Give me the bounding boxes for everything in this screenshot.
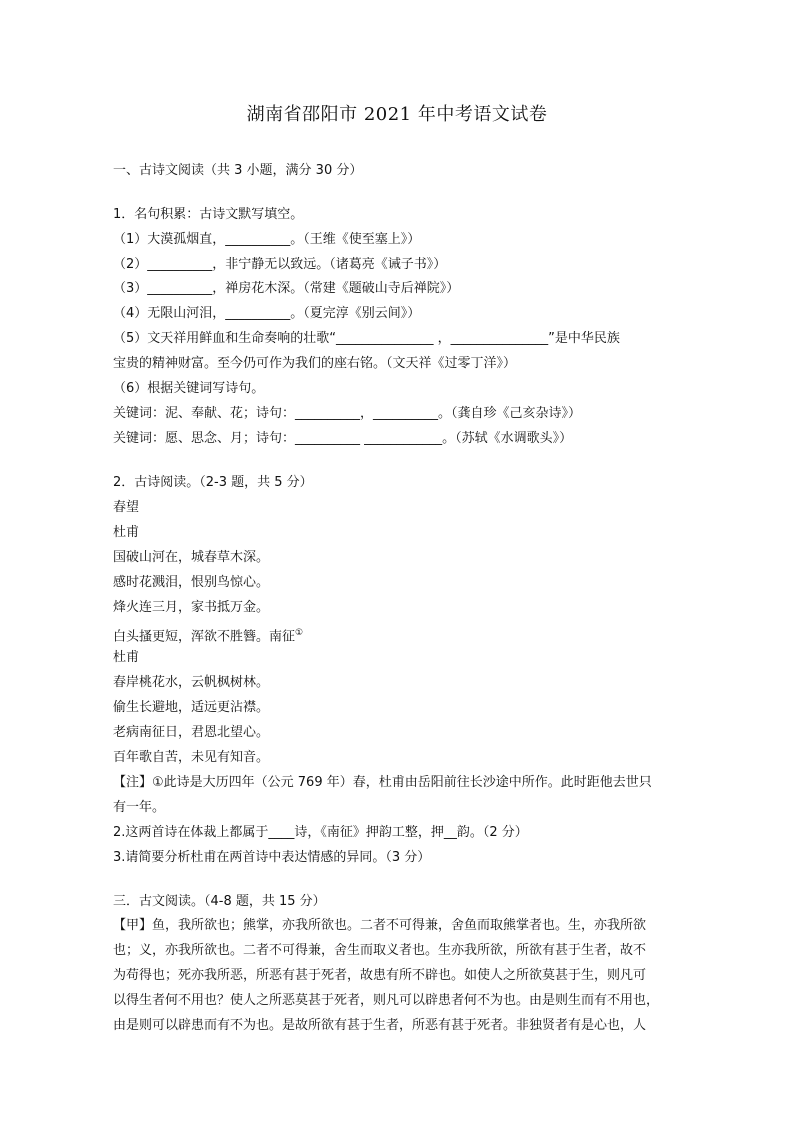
annotation-line: 【注】①此诗是大历四年（公元 769 年）春，杜甫由岳阳前往长沙途中所作。此时距他去世只 [113,775,652,790]
poem-author: 杜甫 [113,525,140,540]
poem-line: 感时花溅泪，恨别鸟惊心。 [113,575,270,590]
poem-line-text: 白头搔更短，浑欲不胜簪。南征 [113,629,296,645]
question-line: 关键词：泥、奉献、花；诗句：__________，__________。（龚自珍《己亥杂诗》） [113,406,582,421]
question-line: （1）大漠孤烟直，__________。（王维《使至塞上》） [113,232,421,247]
question-line: 宝贵的精神财富。至今仍可作为我们的座右铭。（文天祥《过零丁洋》） [113,356,517,371]
footnote-marker: ① [295,628,304,638]
page-title: 湖南省邵阳市 2021 年中考语文试卷 [246,104,548,125]
sub-question: 3.请简要分析杜甫在两首诗中表达情感的异同。（3 分） [113,850,431,865]
question-line: 关键词：愿、思念、月；诗句：__________ ____________。（苏轼《水调歌头》） [113,431,573,446]
passage-line: 以得生者何不用也？使人之所恶莫甚于死者，则凡可以辟患者何不为也。由是则生而有不用也， [113,993,660,1008]
question-line: （5）文天祥用鲜血和生命奏响的壮歌“_______________ ，_______________”是中华民族 [113,331,620,346]
passage-line: 为苟得也；死亦我所恶，所恶有甚于死者，故患有所不辟也。如使人之所欲莫甚于生，则凡可 [113,968,647,983]
annotation-line: 有一年。 [113,800,166,815]
question-line: （4）无限山河泪，__________。（夏完淳《别云间》） [113,306,421,321]
question-1-heading: 1．名句积累：古诗文默写填空。 [113,207,304,222]
passage-line: 【甲】鱼，我所欲也；熊掌，亦我所欲也。二者不可得兼，舍鱼而取熊掌者也。生，亦我所欲 [113,918,647,933]
poem-line: 百年歌自苦，未见有知音。 [113,750,270,765]
question-2-heading: 2．古诗阅读。（2-3 题，共 5 分） [113,475,313,490]
section-heading-1: 一、古诗文阅读（共 3 小题，满分 30 分） [113,163,363,178]
question-line: （2）__________，非宁静无以致远。（诸葛亮《诫子书》） [113,257,447,272]
poem-line: 春岸桃花水，云帆枫树林。 [113,675,270,690]
poem-title: 春望 [113,500,140,515]
section-heading-3: 三．古文阅读。（4-8 题，共 15 分） [113,894,326,909]
poem-line: 烽火连三月，家书抵万金。 [113,600,270,615]
passage-line: 由是则可以辟患而有不为也。是故所欲有甚于生者，所恶有甚于死者。非独贤者有是心也，人 [113,1018,647,1033]
poem-line-with-title [113,624,693,646]
poem-author: 杜甫 [113,650,140,665]
question-line: （3）__________，禅房花木深。（常建《题破山寺后禅院》） [113,281,460,296]
sub-question: 2.这两首诗在体裁上都属于____诗，《南征》押韵工整，押__韵。（2 分） [113,825,528,840]
poem-line: 国破山河在，城春草木深。 [113,550,270,565]
question-line: （6）根据关键词写诗句。 [113,381,265,396]
passage-line: 也；义，亦我所欲也。二者不可得兼，舍生而取义者也。生亦我所欲，所欲有甚于生者，故不 [113,943,647,958]
poem-line: 偷生长避地，适远更沾襟。 [113,700,270,715]
poem-line: 老病南征日，君恩北望心。 [113,725,270,740]
